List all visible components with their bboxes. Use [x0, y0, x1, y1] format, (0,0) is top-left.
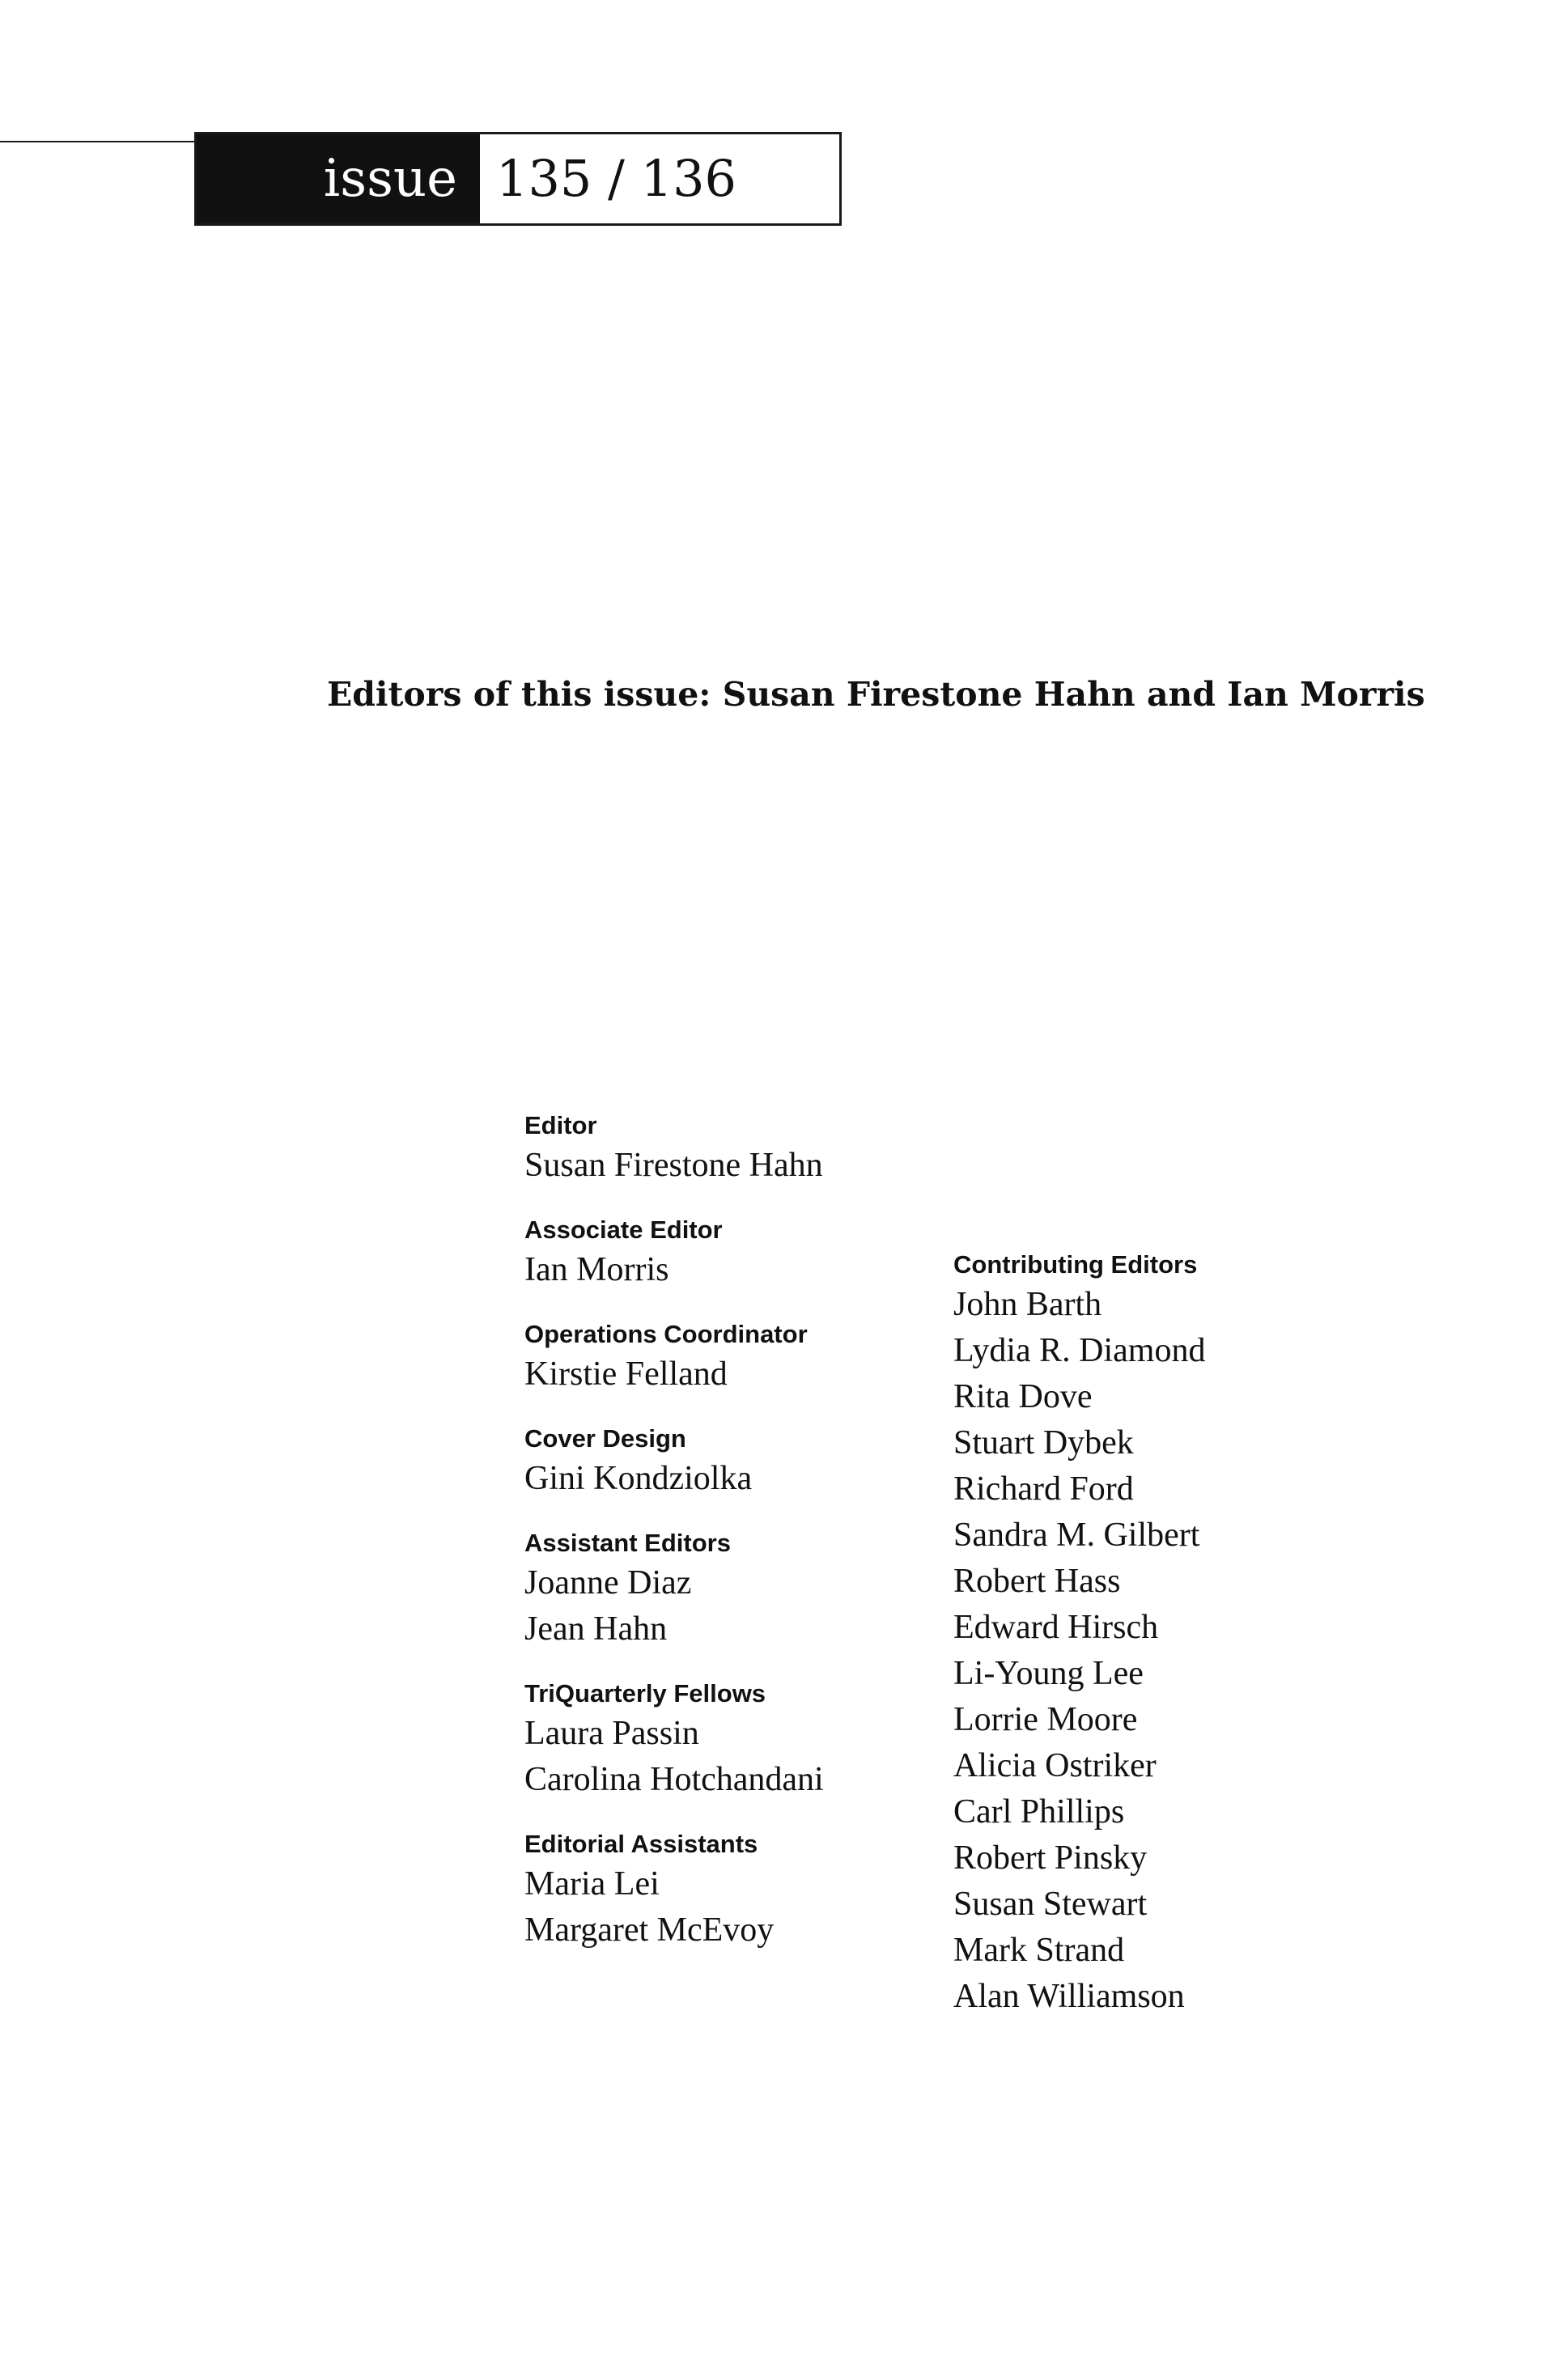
issue-number: 135 / 136: [496, 149, 736, 208]
role-label: Editor: [524, 1111, 597, 1139]
masthead-left-column: [524, 1109, 913, 1978]
role-label: Editorial Assistants: [524, 1830, 758, 1858]
role-label: Assistant Editors: [524, 1529, 731, 1557]
issue-editors-line: Editors of this issue: Susan Firestone Hahn and Ian Morris: [327, 675, 1425, 714]
issue-banner: [194, 132, 842, 226]
masthead-group-associate-editor: [524, 1213, 913, 1293]
staff-name: Joanne Diaz: [524, 1564, 692, 1602]
contributing-editor-name: Lorrie Moore: [953, 1701, 1138, 1738]
contributing-editor-name: Susan Stewart: [953, 1886, 1148, 1923]
staff-name: Kirstie Felland: [524, 1355, 728, 1393]
contributing-editor-name: Edward Hirsch: [953, 1609, 1159, 1646]
staff-name: Maria Lei: [524, 1865, 660, 1903]
role-label: Cover Design: [524, 1424, 686, 1453]
contributing-editor-name: Lydia R. Diamond: [953, 1332, 1206, 1369]
contributing-editor-name: Sandra M. Gilbert: [953, 1517, 1200, 1554]
masthead-group-triquarterly-fellows: [524, 1677, 913, 1803]
contributing-editor-name: Rita Dove: [953, 1378, 1093, 1415]
role-label: TriQuarterly Fellows: [524, 1679, 766, 1708]
contributing-editor-name: Mark Strand: [953, 1932, 1125, 1969]
masthead-group-editorial-assistants: [524, 1827, 913, 1954]
masthead-group-editor: [524, 1109, 913, 1189]
masthead-group-cover-design: [524, 1422, 913, 1502]
staff-name: Susan Firestone Hahn: [524, 1147, 823, 1184]
issue-label: issue: [197, 134, 480, 223]
staff-name: Jean Hahn: [524, 1610, 668, 1648]
masthead-group-operations-coordinator: [524, 1317, 913, 1398]
staff-name: Gini Kondziolka: [524, 1460, 753, 1497]
contributing-editor-name: Robert Pinsky: [953, 1839, 1148, 1877]
masthead-right-column: [953, 1248, 1212, 2020]
contributing-editor-name: Alicia Ostriker: [953, 1747, 1157, 1784]
role-label: Contributing Editors: [953, 1250, 1198, 1279]
contributing-editor-name: Stuart Dybek: [953, 1424, 1134, 1462]
contributing-editor-name: Robert Hass: [953, 1563, 1121, 1600]
staff-name: Laura Passin: [524, 1715, 699, 1752]
contributing-editor-name: John Barth: [953, 1286, 1102, 1323]
role-label: Operations Coordinator: [524, 1320, 808, 1348]
staff-name: Margaret McEvoy: [524, 1911, 775, 1949]
contributing-editor-name: Richard Ford: [953, 1470, 1134, 1508]
header-rule: [0, 141, 194, 142]
staff-name: Ian Morris: [524, 1251, 669, 1288]
contributing-editor-name: Carl Phillips: [953, 1793, 1125, 1831]
staff-name: Carolina Hotchandani: [524, 1761, 824, 1798]
contributing-editor-name: Li-Young Lee: [953, 1655, 1144, 1692]
role-label: Associate Editor: [524, 1215, 723, 1244]
contributing-editor-name: Alan Williamson: [953, 1978, 1185, 2015]
masthead-group-assistant-editors: [524, 1526, 913, 1652]
